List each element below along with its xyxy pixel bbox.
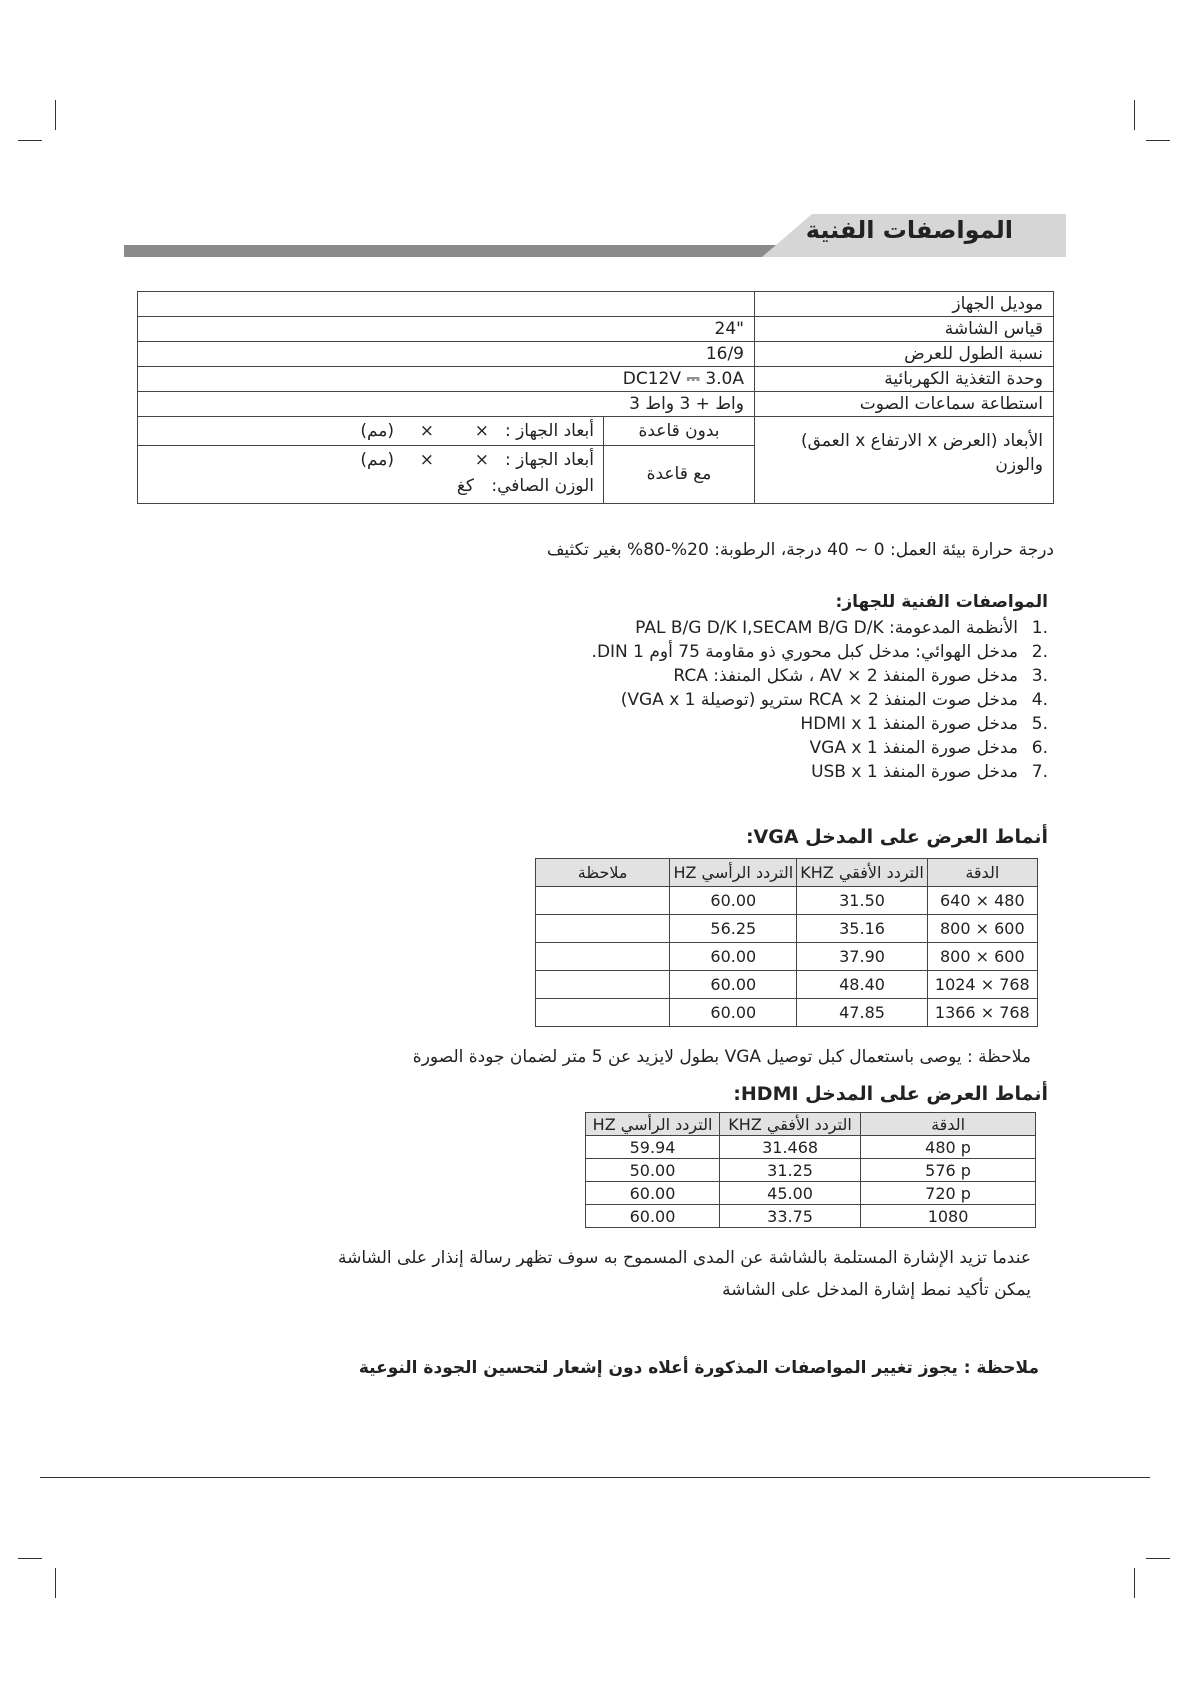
table-cell <box>536 943 670 971</box>
column-header: التردد الرأسي HZ <box>670 859 797 887</box>
table-cell: 56.25 <box>670 915 797 943</box>
list-item <box>592 664 1048 688</box>
table-row <box>586 1136 1036 1159</box>
list-text: مدخل صوت المنفذ RCA × 2 ستريو (توصيلة VGA x 1) <box>620 690 1018 710</box>
spec-table <box>137 291 1054 504</box>
table-cell: 60.00 <box>670 887 797 915</box>
footer-rule <box>40 1477 1150 1478</box>
table-cell: 60.00 <box>586 1205 720 1228</box>
table-cell: 31.25 <box>720 1159 861 1182</box>
list-item <box>592 616 1048 640</box>
table-cell: 48.40 <box>797 971 927 999</box>
list-item <box>592 640 1048 664</box>
column-header: الدقة <box>861 1113 1036 1136</box>
table-cell: 50.00 <box>586 1159 720 1182</box>
dims-label: أبعاد الجهاز : <box>504 450 594 470</box>
hdmi-table <box>585 1112 1036 1228</box>
table-row <box>138 342 1054 367</box>
table-cell: 59.94 <box>586 1136 720 1159</box>
with-base-label: مع قاعدة <box>603 446 754 503</box>
table-row <box>586 1159 1036 1182</box>
vga-note: ملاحظة : يوصى باستعمال كبل توصيل VGA بطول لايزيد عن 5 متر لضمان جودة الصورة <box>412 1047 1031 1067</box>
table-cell: 800 × 600 <box>927 943 1037 971</box>
table-row <box>138 392 1054 417</box>
spec-label: استطاعة سماعات الصوت <box>755 392 1054 417</box>
list-number: .1 <box>1031 618 1048 638</box>
times-sign: × <box>474 450 489 470</box>
table-cell: 1024 × 768 <box>927 971 1037 999</box>
unit-mm: (مم) <box>360 421 394 441</box>
table-row <box>138 292 1054 317</box>
list-number: .2 <box>1031 642 1048 662</box>
list-item <box>592 760 1048 784</box>
table-cell: 60.00 <box>670 999 797 1027</box>
table-cell: 31.468 <box>720 1136 861 1159</box>
list-item <box>592 736 1048 760</box>
table-cell: 45.00 <box>720 1182 861 1205</box>
table-cell: 480 p <box>861 1136 1036 1159</box>
list-text: مدخل صورة المنفذ USB x 1 <box>811 762 1018 782</box>
hdmi-heading: أنماط العرض على المدخل HDMI: <box>733 1083 1048 1105</box>
times-sign: × <box>474 421 489 441</box>
spec-value: 24" <box>138 317 755 342</box>
table-cell: 47.85 <box>797 999 927 1027</box>
list-number: .3 <box>1031 666 1048 686</box>
device-specs-list <box>592 616 1048 784</box>
list-item <box>592 688 1048 712</box>
table-row <box>536 887 1038 915</box>
table-cell <box>536 915 670 943</box>
list-text: مدخل صورة المنفذ AV × 2 ، شكل المنفذ: RCA <box>673 666 1018 686</box>
unit-mm: (مم) <box>360 450 394 470</box>
list-number: .7 <box>1031 762 1048 782</box>
column-header: الدقة <box>927 859 1037 887</box>
list-text: مدخل صورة المنفذ VGA x 1 <box>809 738 1018 758</box>
spec-value <box>138 292 755 317</box>
table-cell: 60.00 <box>670 943 797 971</box>
dimensions-label: الأبعاد (العرض x الارتفاع x العمق) والوزن <box>755 417 1054 504</box>
table-cell: 60.00 <box>670 971 797 999</box>
spec-label: موديل الجهاز <box>755 292 1054 317</box>
vga-heading: أنماط العرض على المدخل VGA: <box>745 826 1048 848</box>
column-header: التردد الأفقي KHZ <box>720 1113 861 1136</box>
table-cell: 35.16 <box>797 915 927 943</box>
times-sign: × <box>419 450 434 470</box>
column-header: التردد الرأسي HZ <box>586 1113 720 1136</box>
without-base-label: بدون قاعدة <box>603 417 754 445</box>
table-row <box>138 317 1054 342</box>
table-cell: 33.75 <box>720 1205 861 1228</box>
table-cell <box>536 971 670 999</box>
table-row <box>536 915 1038 943</box>
table-cell: 31.50 <box>797 887 927 915</box>
list-text: مدخل الهوائي: مدخل كبل محوري ذو مقاومة 75 أوم DIN 1. <box>591 642 1018 662</box>
spec-label: قياس الشاشة <box>755 317 1054 342</box>
table-cell: 60.00 <box>586 1182 720 1205</box>
hdmi-note-line1: عندما تزيد الإشارة المستلمة بالشاشة عن المدى المسموح به سوف تظهر رسالة إنذار على الشاشة <box>338 1248 1031 1268</box>
table-cell: 37.90 <box>797 943 927 971</box>
table-cell: 1366 × 768 <box>927 999 1037 1027</box>
list-item <box>592 712 1048 736</box>
table-row <box>138 417 1054 504</box>
table-row <box>536 943 1038 971</box>
table-cell <box>536 887 670 915</box>
spec-value: DC12V ⎓ 3.0A <box>138 367 755 392</box>
list-number: .5 <box>1031 714 1048 734</box>
table-cell: 1080 <box>861 1205 1036 1228</box>
table-row <box>586 1182 1036 1205</box>
list-text: مدخل صورة المنفذ HDMI x 1 <box>800 714 1018 734</box>
times-sign: × <box>419 421 434 441</box>
table-cell: 640 × 480 <box>927 887 1037 915</box>
table-row <box>536 971 1038 999</box>
table-cell: 720 p <box>861 1182 1036 1205</box>
table-row <box>138 367 1054 392</box>
weight-label: الوزن الصافي: <box>491 476 594 496</box>
column-header: ملاحظة <box>536 859 670 887</box>
table-cell: 576 p <box>861 1159 1036 1182</box>
vga-table <box>535 858 1038 1027</box>
page-title: المواصفات الفنية <box>805 216 1013 244</box>
device-specs-heading: المواصفات الفنية للجهاز: <box>835 592 1048 612</box>
list-number: .6 <box>1031 738 1048 758</box>
dims-label: أبعاد الجهاز : <box>504 421 594 441</box>
spec-label: وحدة التغذية الكهربائية <box>755 367 1054 392</box>
final-note: ملاحظة : يجوز تغيير المواصفات المذكورة أعلاه دون إشعار لتحسين الجودة النوعية <box>358 1358 1039 1378</box>
weight-unit: كغ <box>456 476 474 496</box>
column-header: التردد الأفقي KHZ <box>797 859 927 887</box>
list-text: الأنظمة المدعومة: PAL B/G D/K I,SECAM B/G D/K <box>635 618 1018 638</box>
environment-text: درجة حرارة بيئة العمل: 0 ~ 40 درجة، الرطوبة: 20%-80% بغير تكثيف <box>546 540 1054 560</box>
hdmi-note-line2: يمكن تأكيد نمط إشارة المدخل على الشاشة <box>722 1280 1031 1300</box>
table-row <box>536 999 1038 1027</box>
table-cell <box>536 999 670 1027</box>
table-cell: 800 × 600 <box>927 915 1037 943</box>
table-row <box>586 1205 1036 1228</box>
spec-value: 3 واط + 3 واط <box>138 392 755 417</box>
spec-label: نسبة الطول للعرض <box>755 342 1054 367</box>
spec-value: 16/9 <box>138 342 755 367</box>
list-number: .4 <box>1031 690 1048 710</box>
